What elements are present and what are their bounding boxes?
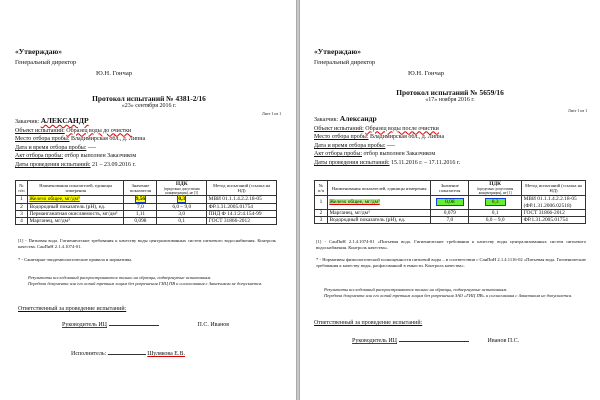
header-value: Значение показателя <box>431 181 469 196</box>
results-disclaimer-a: Результаты исследований распространяются только на образцы, подвергнутые испытаниям. <box>324 287 508 292</box>
executor-name: Шулякова Е.В. <box>147 351 185 357</box>
period-value: 21 – 23.09.2016 г. <box>92 161 136 168</box>
place-value: Владимирская обл., д. Липна <box>71 136 146 143</box>
header-value: Значение показателя <box>124 181 157 196</box>
executor-signature-line <box>71 351 185 357</box>
object-value: Образец воды до очистки <box>66 127 132 134</box>
results-disclaimer <box>28 275 278 286</box>
object-row <box>15 127 145 136</box>
header-method: Метод испытаний (ссылка на НД) <box>522 181 586 196</box>
row-method: ПНД Ф 14.1:2:4.154-99 <box>207 210 277 217</box>
header-pdk-sub: (предельно допустимая концентрация), не [1] <box>477 187 514 196</box>
header-pdk-label: ПДК <box>175 181 188 187</box>
row-num: 1 <box>315 196 328 210</box>
datetime-row <box>314 142 460 151</box>
director-position: Генеральный директор <box>314 59 376 66</box>
table-header-row <box>315 181 586 196</box>
place-label: Место отбора пробы: <box>314 134 369 141</box>
row-pdk-highlight: 0,3 <box>486 199 505 205</box>
row-pdk: 6,0 – 9,0 <box>157 203 207 210</box>
period-value: 15.11.2016 г. – 17.11.2016 г. <box>391 159 461 166</box>
responsible-heading: Ответственный за проведение испытаний: <box>314 320 423 326</box>
footnote-1: [1] - СанПиН 2.1.4.1074-01 «Питьевая вода. Гигиенические требования к качеству воды централизованных систем питьевого водоснабжения. Контроль качества». <box>316 239 586 250</box>
datetime-label: Дата и время отбора пробы: <box>314 142 386 149</box>
act-value: отбор выполнен Заказчиком <box>363 151 436 158</box>
results-table <box>15 180 277 225</box>
approval-heading: «Утверждаю» <box>314 47 361 56</box>
head-label: Руководитель ИЦ <box>62 322 108 328</box>
row-pdk: 0,1 <box>469 209 522 216</box>
datetime-value: ---- <box>87 144 96 151</box>
row-pdk <box>157 196 207 203</box>
table-row <box>16 196 277 203</box>
row-value-highlight: 0,08 <box>437 199 462 205</box>
row-num: 4 <box>16 218 28 225</box>
sheet-number: Лист 1 из 1 <box>262 111 282 116</box>
approval-heading: «Утверждаю» <box>15 47 62 56</box>
table-row <box>315 217 586 224</box>
header-pdk-sub: (предельно допустимая концентрация), не [1] <box>163 187 200 196</box>
results-disclaimer <box>324 287 586 298</box>
results-disclaimer-b: Передача документа или его копий третьим лицам без разрешения ГИЦ ПВ и согласования с Заказчиком не допускается. <box>28 280 263 286</box>
head-name: П.С. Иванов <box>197 322 230 328</box>
period-label: Даты проведения испытаний: <box>15 161 91 168</box>
period-row <box>314 159 460 168</box>
row-method: ФР.1.31.2005.01754 <box>522 217 586 224</box>
client-value: АЛЕКСАНДР <box>40 116 89 125</box>
datetime-row <box>15 144 145 153</box>
row-method: ГОСТ 31866-2012 <box>207 218 277 225</box>
row-method: МВИ 01.1.1.4.2.2.18-05 <box>207 196 277 203</box>
director-position: Генеральный директор <box>15 59 77 66</box>
director-signature-name: Ю.Н. Гончар <box>408 70 445 77</box>
row-pdk: 0,1 <box>157 218 207 225</box>
row-name: Перманганатная окисляемость, мг/дм³ <box>27 210 124 217</box>
row-num: 3 <box>16 210 28 217</box>
object-value: Образец воды после очистки <box>365 125 439 132</box>
protocol-page-1 <box>0 0 298 400</box>
row-value: 7,0 <box>124 203 157 210</box>
table-row <box>315 196 586 210</box>
footnote-2: * - Санитарно-эпидемиологические правила и нормативы. <box>18 257 133 262</box>
table-header-row <box>16 181 277 196</box>
object-label: Объект испытаний: <box>15 127 65 134</box>
row-value: 1,11 <box>124 210 157 217</box>
object-label: Объект испытаний: <box>314 125 364 132</box>
protocol-page-2 <box>300 0 600 400</box>
protocol-title: Протокол испытаний № 4381-2/16 <box>92 94 206 103</box>
row-num: 2 <box>16 203 28 210</box>
results-table <box>314 180 586 224</box>
row-value <box>124 196 157 203</box>
head-label: Руководитель ИЦ <box>352 338 398 344</box>
row-name: Водородный показатель (рН), ед. <box>27 203 124 210</box>
head-name: Иванов П.С. <box>487 338 520 344</box>
header-num: № п/п <box>315 181 328 196</box>
row-value <box>431 196 469 210</box>
head-signature-line <box>352 338 519 344</box>
row-pdk: 3,0 <box>157 210 207 217</box>
object-row <box>314 125 460 134</box>
datetime-value: ---- <box>386 142 395 149</box>
executor-signature-blank <box>108 354 146 355</box>
client-label: Заказчик: <box>314 117 339 123</box>
place-value: Владимирская обл., д. Липна <box>370 134 445 141</box>
header-pdk-label: ПДК <box>489 181 502 187</box>
protocol-title: Протокол испытаний № 5659/16 <box>396 88 504 97</box>
results-disclaimer-a: Результаты исследований распространяются только на образцы, подвергнутые испытаниям. <box>28 275 212 280</box>
table-row <box>315 209 586 216</box>
client-value: Александр <box>339 114 377 123</box>
row-value: 0,098 <box>124 218 157 225</box>
head-signature-line <box>62 322 229 328</box>
row-num: 1 <box>16 196 28 203</box>
director-signature-name: Ю.Н. Гончар <box>96 70 133 77</box>
head-signature-blank <box>399 341 469 342</box>
row-method: ФР.1.31.2005.01754 <box>207 203 277 210</box>
protocol-info-block <box>15 117 145 170</box>
protocol-date: «23» сентября 2016 г. <box>121 103 177 109</box>
place-row <box>314 133 460 142</box>
head-signature-blank <box>109 325 159 326</box>
row-method: ГОСТ 31866-2012 <box>522 209 586 216</box>
responsible-heading: Ответственный за проведение испытаний: <box>18 306 127 312</box>
period-row <box>15 161 145 170</box>
act-row <box>314 150 460 159</box>
act-row <box>15 152 145 161</box>
row-num: 2 <box>315 209 328 216</box>
row-name-highlight: Железо общее, мг/дм³ <box>29 196 80 203</box>
row-name <box>27 196 124 203</box>
results-disclaimer-b: Передача документа или его копий третьим лицам без разрешения ЗАО «ГИЦ ПВ» и согласования с Заказчиком не допускается. <box>324 292 573 298</box>
table-row <box>16 210 277 217</box>
footnote-1: [1] - Питьевая вода. Гигиенические требования к качеству воды централизованных систем питьевого водоснабжения. Контроль качества. СанПиН 2.1.4.1074-01. <box>18 238 276 249</box>
row-name: Марганец, мг/дм³ <box>327 209 430 216</box>
header-method: Метод испытаний (ссылка на НД) <box>207 181 277 196</box>
act-label: Акт отбора пробы: <box>314 151 363 158</box>
row-name: Водородный показатель (рН), ед. <box>327 217 430 224</box>
row-pdk <box>469 196 522 210</box>
client-row <box>15 117 145 127</box>
row-name <box>327 196 430 210</box>
client-label: Заказчик: <box>15 119 40 125</box>
sheet-number: Лист 1 из 1 <box>568 108 588 113</box>
client-row <box>314 115 460 125</box>
executor-label: Исполнитель: <box>71 351 107 357</box>
period-label: Даты проведения испытаний: <box>314 159 390 166</box>
row-name: Марганец, мг/дм³ <box>27 218 124 225</box>
row-name-highlight: Железо общее, мг/дм³ <box>329 199 380 206</box>
footnote-2: * - Нормативы физиологической полноценности питьевой воды – в соответствии с СанПиН 2.1.4.1116-02 «Питьевая вода. Гигиенические требования к качеству воды, расфасованной в емкости. Контроль качества». <box>316 257 586 268</box>
place-label: Место отбора пробы: <box>15 136 70 143</box>
row-method: МВИ 01.1.1.4.2.2.18-05 (ФР.1.31.2006.02518) <box>522 196 586 210</box>
row-value: 7,0 <box>431 217 469 224</box>
row-num: 3 <box>315 217 328 224</box>
header-name: Наименования показателей, единицы измерения <box>27 181 124 196</box>
act-value: отбор выполнен Заказчиком <box>64 153 137 160</box>
table-row <box>16 218 277 225</box>
place-row <box>15 135 145 144</box>
datetime-label: Дата и время отбора пробы: <box>15 144 87 151</box>
row-value-highlight: 9,56 <box>135 196 146 203</box>
row-value: 0,079 <box>431 209 469 216</box>
protocol-date: «17» ноября 2016 г. <box>425 97 475 103</box>
table-row <box>16 203 277 210</box>
header-pdk <box>469 181 522 196</box>
header-name: Наименования показателей, единицы измерения <box>327 181 430 196</box>
header-pdk <box>157 181 207 196</box>
row-pdk: 6,0 – 9,0 <box>469 217 522 224</box>
header-num: № п/п <box>16 181 28 196</box>
protocol-info-block <box>314 115 460 168</box>
row-pdk-highlight: 0,3 <box>178 196 186 203</box>
act-label: Акт отбора пробы: <box>15 153 64 160</box>
